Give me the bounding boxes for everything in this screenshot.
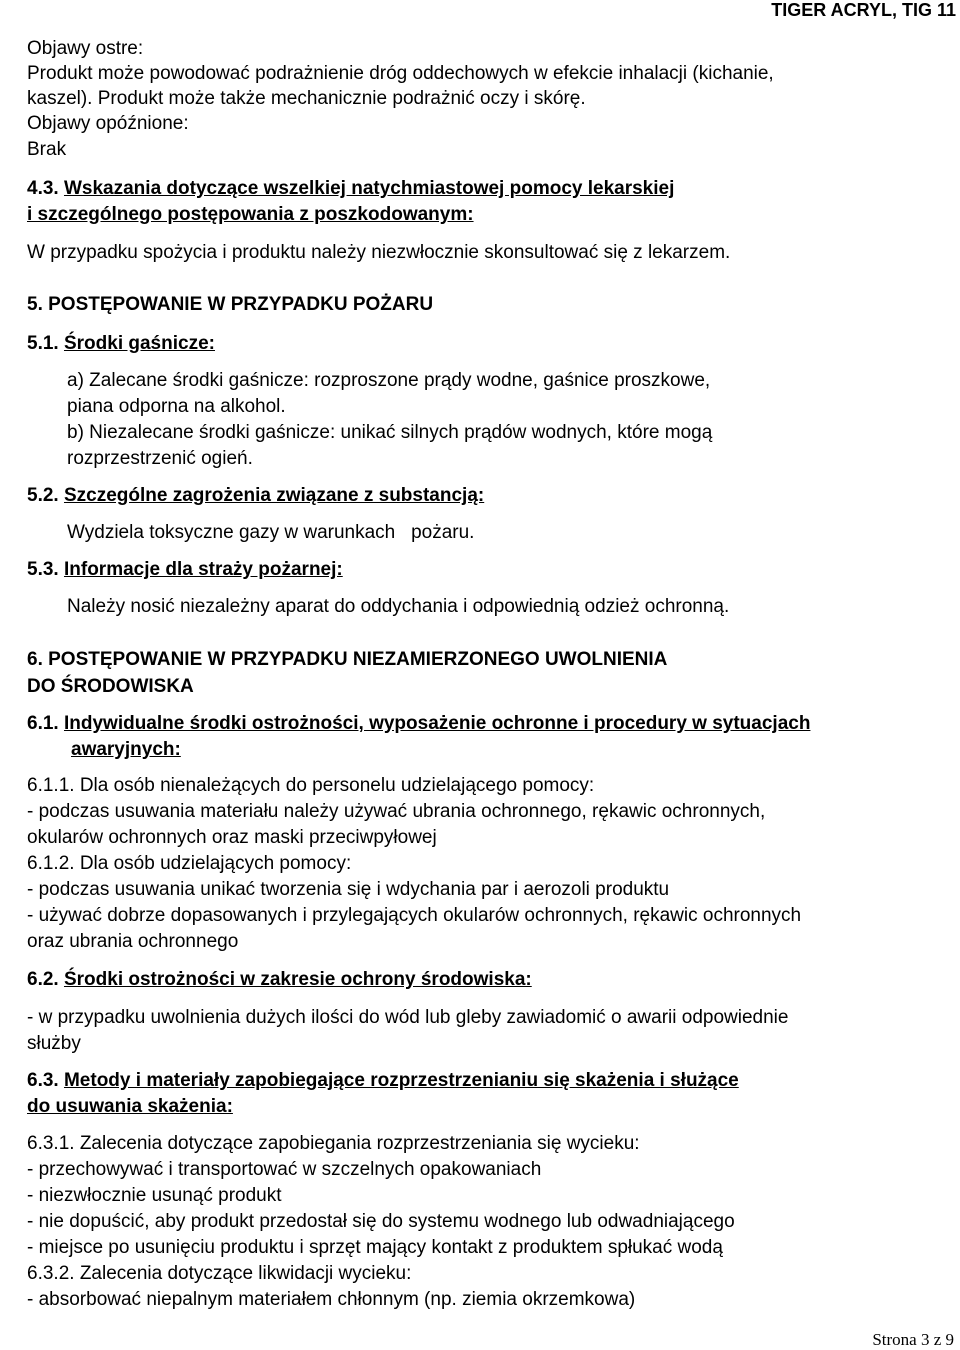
section-6-3-text-line: - niezwłocznie usunąć produkt [27, 1185, 282, 1206]
section-6-title-line-2: DO ŚRODOWISKA [27, 676, 194, 697]
section-6-1-text-line: oraz ubrania ochronnego [27, 931, 239, 952]
section-5-title: 5. POSTĘPOWANIE W PRZYPADKU POŻARU [27, 294, 434, 315]
delayed-symptoms-label: Objawy opóźnione: [27, 113, 189, 134]
section-6-1-heading-line-1 [27, 711, 810, 737]
section-6-1-text-line: 6.1.1. Dla osób nienależących do personelu udzielającego pomocy: [27, 775, 595, 796]
section-6-1-text-line: 6.1.2. Dla osób udzielających pomocy: [27, 853, 352, 874]
section-5-2-title: Szczególne zagrożenia związane z substancją: [63, 485, 485, 506]
section-5-1-a-line-2: piana odporna na alkohol. [67, 396, 286, 417]
section-6-3-text-line: 6.3.2. Zalecenia dotyczące likwidacji wycieku: [27, 1263, 412, 1284]
section-5-1-heading [27, 331, 215, 357]
document-header-product: TIGER ACRYL, TIG 11 [771, 0, 956, 20]
acute-symptoms-line-1: Produkt może powodować podrażnienie dróg oddechowych w efekcie inhalacji (kichanie, [27, 63, 774, 84]
section-6-1-heading-line-2: awaryjnych: [71, 739, 181, 760]
section-6-2-line-1: - w przypadku uwolnienia dużych ilości do wód lub gleby zawiadomić o awarii odpowiednie [27, 1007, 789, 1028]
section-5-3-title: Informacje dla straży pożarnej: [63, 559, 343, 580]
section-6-3-text-line: - absorbować niepalnym materiałem chłonnym (np. ziemia okrzemkowa) [27, 1289, 636, 1310]
section-6-3-heading-line-1 [27, 1068, 739, 1094]
section-6-3-number: 6.3. [27, 1070, 59, 1091]
section-6-1-text-line: - podczas usuwania unikać tworzenia się i wdychania par i aerozoli produktu [27, 879, 670, 900]
section-4-3-body: W przypadku spożycia i produktu należy niezwłocznie skonsultować się z lekarzem. [27, 242, 731, 263]
section-6-3-heading-line-2: do usuwania skażenia: [27, 1096, 233, 1117]
section-5-2-heading [27, 483, 484, 509]
section-5-1-a-line-1: a) Zalecane środki gaśnicze: rozproszone prądy wodne, gaśnice proszkowe, [67, 370, 711, 391]
acute-symptoms-line-2: kaszel). Produkt może także mechanicznie podrażnić oczy i skórę. [27, 88, 586, 109]
delayed-symptoms-value: Brak [27, 139, 67, 160]
section-5-3-body: Należy nosić niezależny aparat do oddychania i odpowiednią odzież ochronną. [67, 596, 730, 617]
section-5-3-heading [27, 557, 343, 583]
section-6-3-text-line: - miejsce po usunięciu produktu i sprzęt mający kontakt z produktem spłukać wodą [27, 1237, 723, 1258]
section-6-1-text-line: - podczas usuwania materiału należy używać ubrania ochronnego, rękawic ochronnych, [27, 801, 766, 822]
section-4-3-heading-line-1 [27, 176, 674, 202]
page-number: Strona 3 z 9 [872, 1330, 954, 1349]
section-5-2-number: 5.2. [27, 485, 59, 506]
section-5-2-body: Wydziela toksyczne gazy w warunkach pożaru. [67, 522, 475, 543]
section-6-2-heading [27, 967, 532, 993]
section-5-3-number: 5.3. [27, 559, 59, 580]
section-6-3-text-line: - przechowywać i transportować w szczelnych opakowaniach [27, 1159, 542, 1180]
section-6-1-number: 6.1. [27, 713, 59, 734]
section-4-3-title: Wskazania dotyczące wszelkiej natychmiastowej pomocy lekarskiej [63, 178, 675, 199]
section-6-2-line-2: służby [27, 1033, 81, 1054]
section-6-3-text-line: - nie dopuścić, aby produkt przedostał się do systemu wodnego lub odwadniającego [27, 1211, 735, 1232]
section-6-3-title: Metody i materiały zapobiegające rozprzestrzenianiu się skażenia i służące [63, 1070, 739, 1091]
section-6-1-title: Indywidualne środki ostrożności, wyposażenie ochronne i procedury w sytuacjach [63, 713, 811, 734]
section-6-1-text-line: - używać dobrze dopasowanych i przylegających okularów ochronnych, rękawic ochronnych [27, 905, 802, 926]
section-4-3-number: 4.3. [27, 178, 59, 199]
section-5-1-b-line-1: b) Niezalecane środki gaśnicze: unikać silnych prądów wodnych, które mogą [67, 422, 713, 443]
acute-symptoms-label: Objawy ostre: [27, 38, 144, 59]
section-5-1-b-line-2: rozprzestrzenić ogień. [67, 448, 253, 469]
section-5-1-title: Środki gaśnicze: [63, 333, 215, 354]
section-4-3-heading-line-2: i szczególnego postępowania z poszkodowanym: [27, 204, 474, 225]
section-6-title-line-1: 6. POSTĘPOWANIE W PRZYPADKU NIEZAMIERZONEGO UWOLNIENIA [27, 649, 668, 670]
section-6-3-text-line: 6.3.1. Zalecenia dotyczące zapobiegania rozprzestrzeniania się wycieku: [27, 1133, 640, 1154]
section-6-2-number: 6.2. [27, 969, 59, 990]
section-6-1-text-line: okularów ochronnych oraz maski przeciwpyłowej [27, 827, 437, 848]
section-6-2-title: Środki ostrożności w zakresie ochrony środowiska: [63, 969, 532, 990]
section-5-1-number: 5.1. [27, 333, 59, 354]
